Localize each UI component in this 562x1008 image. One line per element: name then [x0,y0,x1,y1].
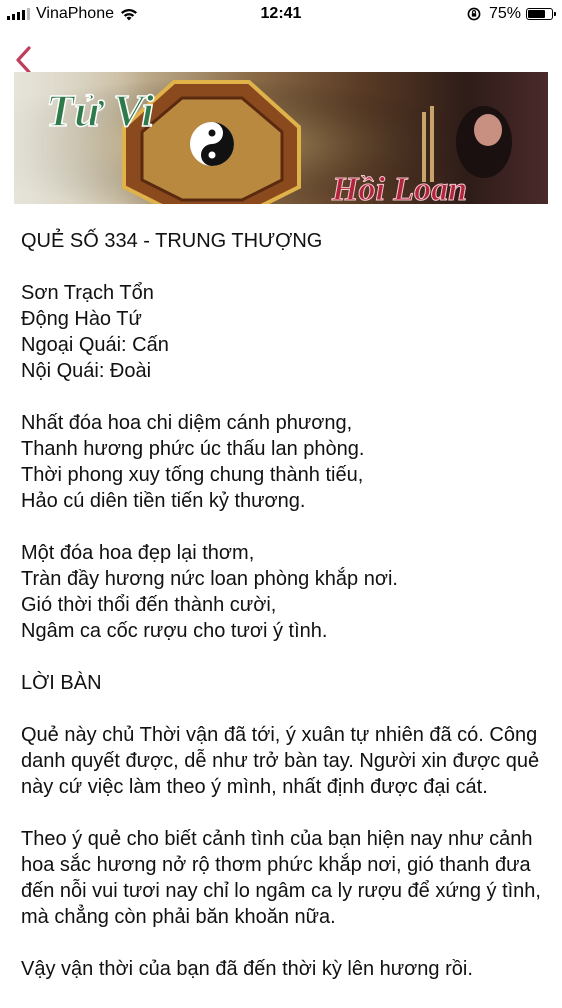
poem-line: Ngâm ca cốc rượu cho tươi ý tình. [21,620,328,642]
figure-face [474,114,502,146]
poem-line: Một đóa hoa đẹp lại thơm, [21,542,255,564]
commentary-paragraph: Theo ý quẻ cho biết cảnh tình của bạn hiện nay như cảnh hoa sắc hương nở rộ thơm phức khắp nơi, gió thanh đưa đến nỗi vui tươi nay chỉ lo ngâm ca ly rượu để xứng ý tình, mà chẳng còn phải băn khoăn nữa. [21,828,541,928]
hexagram-info [21,280,549,384]
battery-percent: 75% [488,5,521,22]
fortune-content [21,228,549,1008]
poem-line: Thời phong xuy tống chung thành tiếu, [21,464,364,486]
banner-subtitle: Hồi Loan [332,171,468,204]
status-time: 12:41 [260,5,302,22]
orientation-lock-icon [467,7,481,21]
poem-line: Thanh hương phức úc thấu lan phòng. [21,438,365,460]
poem-line: Hảo cú diên tiền tiến kỷ thương. [21,490,306,512]
info-line: Động Hào Tứ [21,308,142,330]
poem-line: Tràn đầy hương nức loan phòng khắp nơi. [21,568,398,590]
commentary-paragraph: Vậy vận thời của bạn đã đến thời kỳ lên hương rồi. [21,958,473,980]
info-line: Ngoại Quái: Cấn [21,334,169,356]
poem-line: Nhất đóa hoa chi diệm cánh phương, [21,412,353,434]
chevron-left-icon [18,48,29,72]
battery-group [467,5,553,23]
battery-fill [528,10,545,18]
banner-title: Tử Vi [46,85,155,136]
commentary-heading: LỜI BÀN [21,672,102,694]
header-banner-image [14,72,548,204]
battery-icon [526,8,553,20]
poem-translation [21,540,549,644]
commentary-paragraph: Quẻ này chủ Thời vận đã tới, ý xuân tự nhiên đã có. Công danh quyết được, dễ như trở bàn tay. Người xin được quẻ này cứ việc làm theo ý mình, nhất định được đại cát. [21,724,540,798]
fortune-heading: QUẺ SỐ 334 - TRUNG THƯỢNG [21,230,323,252]
info-line: Nội Quái: Đoài [21,360,152,382]
carrier-name: VinaPhone [36,5,114,22]
poem-line: Gió thời thổi đến thành cười, [21,594,277,616]
info-line: Sơn Trạch Tổn [21,282,154,304]
banner-artwork [14,72,548,204]
poem-han-viet [21,410,549,514]
status-bar [0,0,562,30]
